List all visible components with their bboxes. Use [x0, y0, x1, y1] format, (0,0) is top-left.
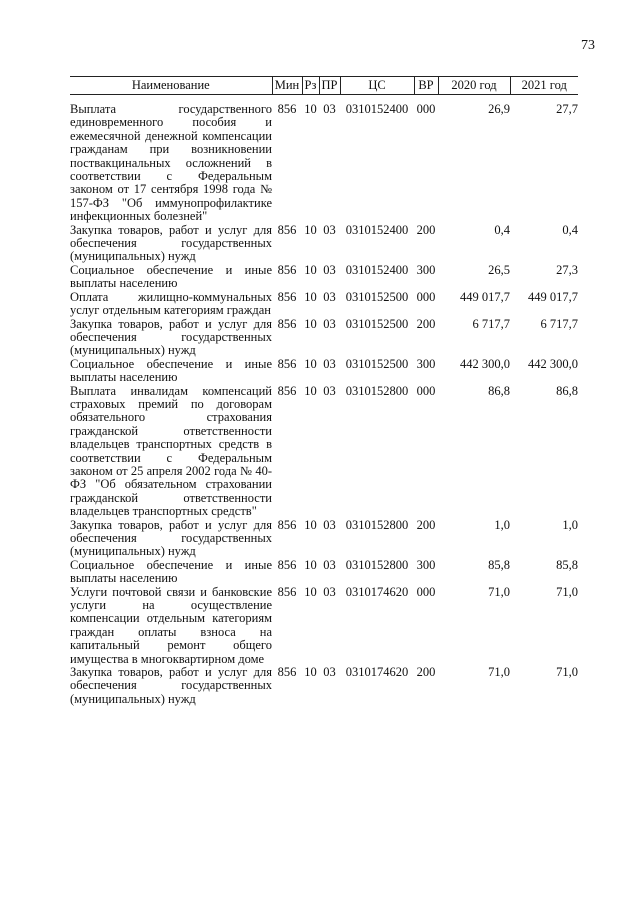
row-pr: 03	[323, 383, 336, 398]
row-vr: 200	[416, 517, 436, 532]
header-vr: ВР	[414, 77, 438, 95]
row-cs: 0310174620	[345, 584, 409, 599]
row-min: 856	[277, 316, 297, 331]
row-min: 856	[277, 289, 297, 304]
row-cs: 0310152500	[345, 316, 409, 331]
table-row	[70, 559, 578, 586]
row-name: Закупка товаров, работ и услуг для обеспечения государственных (муниципальных) нужд	[70, 517, 272, 559]
row-pr: 03	[323, 262, 336, 277]
row-name: Оплата жилищно-коммунальных услуг отдельным категориям граждан	[70, 289, 272, 318]
row-name: Выплата инвалидам компенсаций страховых премий по договорам обязательного страхования гражданской ответственности владельцев транспортных средств в соответствии с Федеральным законом от 25 апреля 2002 года № 40-ФЗ "Об обязательном страховании гражданской ответственности владельцев транспортных средств"	[70, 383, 272, 519]
budget-table	[70, 76, 578, 706]
row-vr: 300	[416, 557, 436, 572]
row-cs: 0310152800	[345, 557, 409, 572]
row-2021: 86,8	[556, 383, 578, 398]
table-row	[70, 291, 578, 318]
row-min: 856	[277, 102, 297, 116]
header-cs: ЦС	[340, 77, 414, 95]
row-rz: 10	[304, 289, 317, 304]
row-name: Услуги почтовой связи и банковские услуги на осуществление компенсации отдельным категориям граждан оплаты взноса на капитальный ремонт общего имущества в многоквартирном доме	[70, 584, 272, 666]
header-min: Мин	[272, 77, 302, 95]
row-min: 856	[277, 383, 297, 398]
row-2021: 6 717,7	[540, 316, 578, 331]
row-min: 856	[277, 262, 297, 277]
header-rz: Рз	[302, 77, 319, 95]
row-cs: 0310174620	[345, 665, 409, 680]
row-2021: 71,0	[556, 584, 578, 599]
table-header-row	[70, 77, 578, 95]
row-rz: 10	[304, 665, 317, 680]
row-pr: 03	[323, 517, 336, 532]
row-2020: 449 017,7	[460, 289, 510, 304]
row-cs: 0310152800	[345, 517, 409, 532]
row-cs: 0310152500	[345, 289, 409, 304]
row-pr: 03	[323, 289, 336, 304]
row-vr: 000	[416, 383, 436, 398]
table-row	[70, 586, 578, 666]
row-name: Социальное обеспечение и иные выплаты населению	[70, 557, 272, 586]
row-rz: 10	[304, 356, 317, 371]
table-row	[70, 95, 578, 224]
row-rz: 10	[304, 557, 317, 572]
row-rz: 10	[304, 222, 317, 237]
header-name: Наименование	[70, 77, 272, 95]
row-name: Закупка товаров, работ и услуг для обеспечения государственных (муниципальных) нужд	[70, 316, 272, 358]
row-pr: 03	[323, 584, 336, 599]
row-rz: 10	[304, 262, 317, 277]
row-2020: 26,9	[488, 102, 510, 116]
row-2020: 71,0	[488, 665, 510, 680]
row-2021: 442 300,0	[528, 356, 578, 371]
row-pr: 03	[323, 557, 336, 572]
row-2020: 442 300,0	[460, 356, 510, 371]
table-row	[70, 264, 578, 291]
row-cs: 0310152400	[345, 262, 409, 277]
header-pr: ПР	[319, 77, 340, 95]
row-2020: 1,0	[494, 517, 510, 532]
row-name: Социальное обеспечение и иные выплаты населению	[70, 262, 272, 291]
row-pr: 03	[323, 222, 336, 237]
header-2020: 2020 год	[438, 77, 510, 95]
table-row	[70, 519, 578, 559]
row-min: 856	[277, 356, 297, 371]
row-pr: 03	[323, 316, 336, 331]
row-min: 856	[277, 222, 297, 237]
table-row	[70, 666, 578, 706]
row-rz: 10	[304, 316, 317, 331]
row-cs: 0310152800	[345, 383, 409, 398]
row-min: 856	[277, 665, 297, 680]
row-vr: 300	[416, 356, 436, 371]
row-vr: 000	[416, 584, 436, 599]
row-name: Закупка товаров, работ и услуг для обеспечения государственных (муниципальных) нужд	[70, 222, 272, 264]
table-row	[70, 224, 578, 264]
row-2021: 71,0	[556, 665, 578, 680]
page-number: 73	[581, 38, 595, 53]
row-cs: 0310152400	[345, 222, 409, 237]
row-2021: 27,7	[556, 102, 578, 116]
row-rz: 10	[304, 584, 317, 599]
row-2021: 449 017,7	[528, 289, 578, 304]
row-vr: 200	[416, 316, 436, 331]
row-2020: 71,0	[488, 584, 510, 599]
header-2021: 2021 год	[510, 77, 578, 95]
row-min: 856	[277, 517, 297, 532]
row-vr: 300	[416, 262, 436, 277]
table-row	[70, 385, 578, 519]
row-rz: 10	[304, 383, 317, 398]
row-pr: 03	[323, 102, 336, 116]
table-row	[70, 358, 578, 385]
row-2021: 85,8	[556, 557, 578, 572]
row-cs: 0310152500	[345, 356, 409, 371]
row-2020: 85,8	[488, 557, 510, 572]
table-row	[70, 318, 578, 358]
row-pr: 03	[323, 665, 336, 680]
row-vr: 000	[416, 289, 436, 304]
row-2020: 0,4	[494, 222, 510, 237]
row-vr: 000	[416, 102, 436, 116]
row-2020: 6 717,7	[472, 316, 510, 331]
row-pr: 03	[323, 356, 336, 371]
row-min: 856	[277, 584, 297, 599]
row-rz: 10	[304, 517, 317, 532]
row-name: Социальное обеспечение и иные выплаты населению	[70, 356, 272, 385]
row-min: 856	[277, 557, 297, 572]
row-rz: 10	[304, 102, 317, 116]
row-cs: 0310152400	[345, 102, 409, 116]
row-2021: 27,3	[556, 262, 578, 277]
row-name: Закупка товаров, работ и услуг для обеспечения государственных (муниципальных) нужд	[70, 665, 272, 706]
row-name: Выплата государственного единовременного пособия и ежемесячной денежной компенсации гражданам при возникновении поствакцинальных осложнений в соответствии с Федеральным законом от 17 сентября 1998 года № 157-ФЗ "Об иммунопрофилактике инфекционных болезней"	[70, 102, 272, 224]
row-2021: 1,0	[562, 517, 578, 532]
row-2021: 0,4	[562, 222, 578, 237]
row-2020: 26,5	[488, 262, 510, 277]
row-vr: 200	[416, 222, 436, 237]
row-2020: 86,8	[488, 383, 510, 398]
row-vr: 200	[416, 665, 436, 680]
